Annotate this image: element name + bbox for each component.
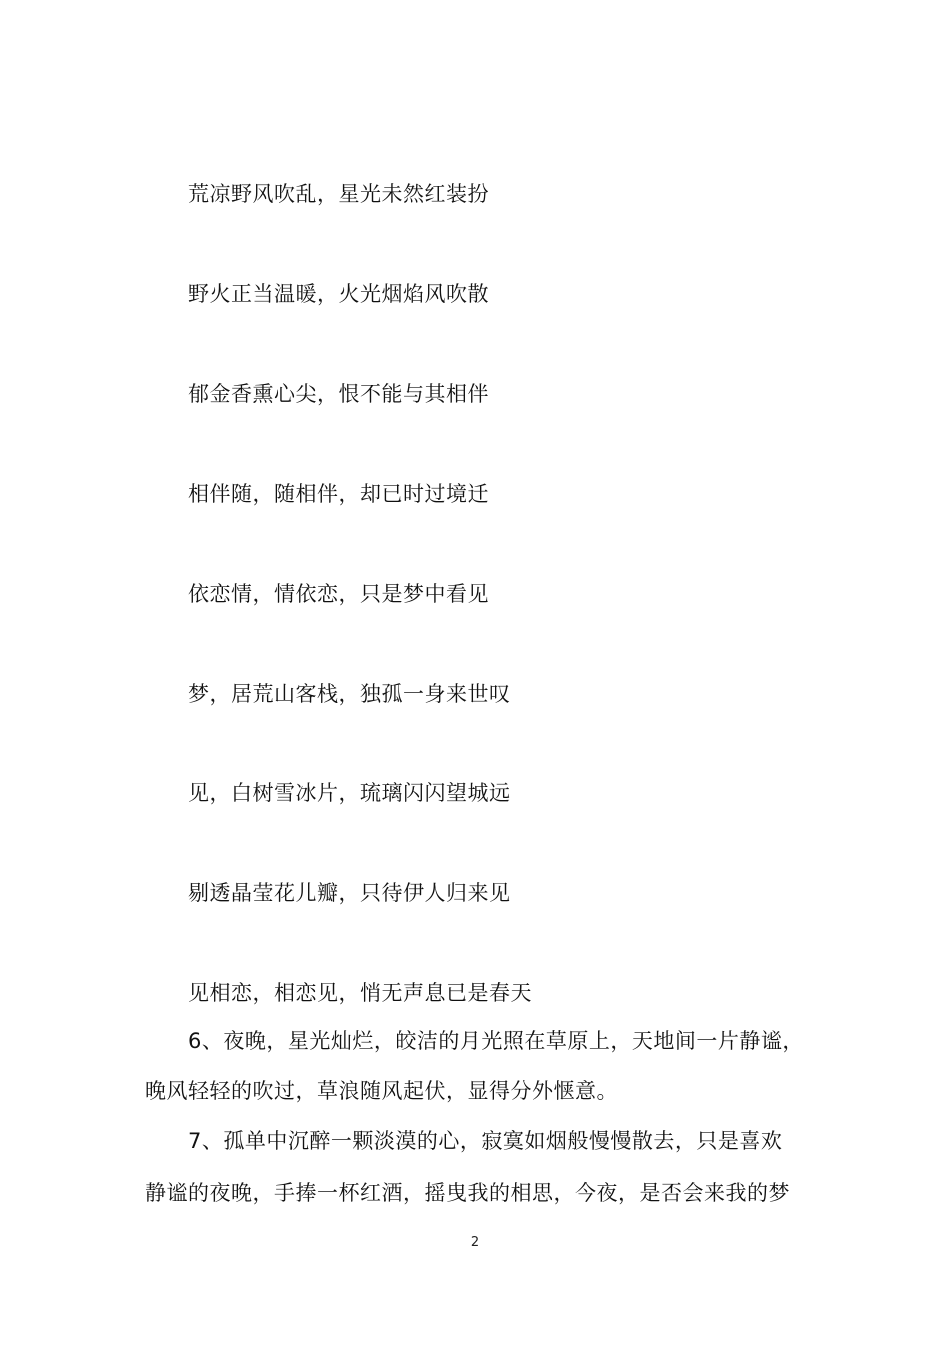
paragraph-7-line-2: 静谧的夜晚，手捧一杯红酒，摇曳我的相思，今夜，是否会来我的梦: [145, 1181, 790, 1205]
poem-line: 剔透晶莹花儿瓣，只待伊人归来见: [188, 881, 511, 905]
poem-line: 相伴随，随相伴，却已时过境迁: [188, 482, 489, 506]
poem-line: 梦，居荒山客栈，独孤一身来世叹: [188, 682, 511, 706]
paragraph-7-line-1: 7、孤单中沉醉一颗淡漠的心，寂寞如烟般慢慢散去，只是喜欢: [188, 1129, 783, 1153]
poem-line: 见，白树雪冰片，琉璃闪闪望城远: [188, 781, 511, 805]
poem-line: 郁金香熏心尖，恨不能与其相伴: [188, 382, 489, 406]
page-number: 2: [470, 1235, 480, 1250]
poem-line: 荒凉野风吹乱，星光未然红装扮: [188, 182, 489, 206]
paragraph-6-line-2: 晚风轻轻的吹过，草浪随风起伏，显得分外惬意。: [145, 1079, 618, 1103]
poem-line: 野火正当温暖，火光烟焰风吹散: [188, 282, 489, 306]
poem-line: 见相恋，相恋见，悄无声息已是春天: [188, 981, 532, 1005]
poem-line: 依恋情，情依恋，只是梦中看见: [188, 582, 489, 606]
paragraph-6-line-1: 6、夜晚，星光灿烂，皎洁的月光照在草原上，天地间一片静谧，: [188, 1029, 804, 1053]
